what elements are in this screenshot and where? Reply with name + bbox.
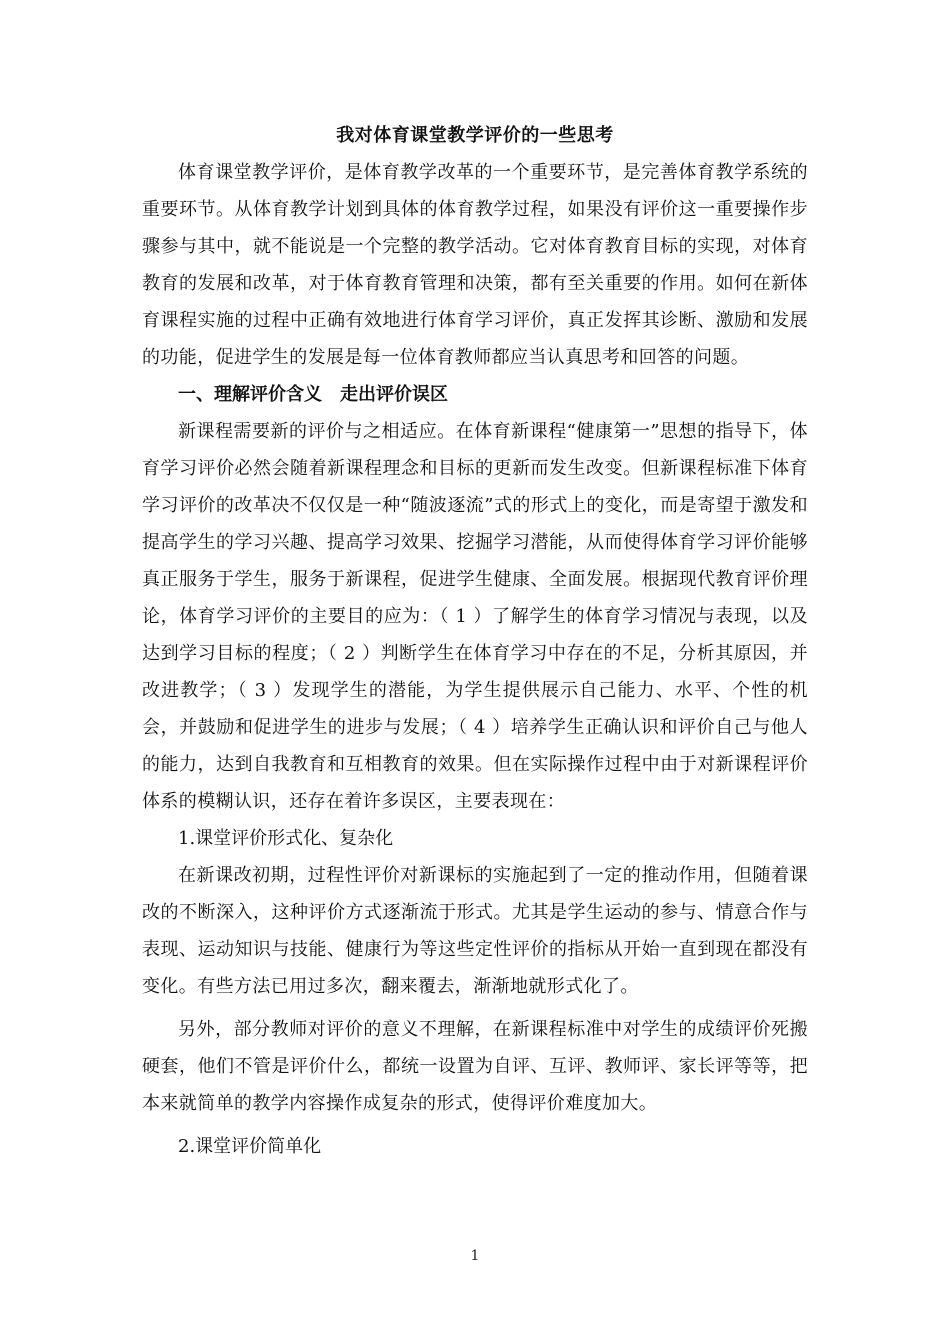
- section-paragraph: 新课程需要新的评价与之相适应。在体育新课程“健康第一”思想的指导下，体育学习评价必然会随着新课程理念和目标的更新而发生改变。但新课程标准下体育学习评价的改革决不仅仅是一种“随波逐流”式的形式上的变化，而是寄望于激发和提高学生的学习兴趣、提高学习效果、挖掘学习潜能，从而使得体育学习评价能够真正服务于学生，服务于新课程，促进学生健康、全面发展。根据现代教育评价理论，体育学习评价的主要目的应为：（ 1 ）了解学生的体育学习情况与表现，以及达到学习目标的程度；（ 2 ）判断学生在体育学习中存在的不足，分析其原因，并改进教学；（ 3 ）发现学生的潜能，为学生提供展示自己能力、水平、个性的机会，并鼓励和促进学生的进步与发展；（ 4 ）培养学生正确认识和评价自己与他人的能力，达到自我教育和互相教育的效果。但在实际操作过程中由于对新课程评价体系的模糊认识，还存在着许多误区，主要表现在：: [142, 421, 808, 812]
- subheading-simplification: 2.课堂评价简单化: [178, 1136, 322, 1157]
- document-body: [142, 122, 808, 1165]
- subheading-formalization: 1.课堂评价形式化、复杂化: [178, 828, 394, 849]
- document-title: 我对体育课堂教学评价的一些思考: [336, 125, 614, 146]
- formalization-paragraph: 在新课改初期，过程性评价对新课标的实施起到了一定的推动作用，但随着课改的不断深入，这种评价方式逐渐流于形式。尤其是学生运动的参与、情意合作与表现、运动知识与技能、健康行为等这些定性评价的指标从开始一直到现在都没有变化。有些方法已用过多次，翻来覆去，渐渐地就形式化了。: [142, 865, 808, 997]
- misuse-paragraph: 另外，部分教师对评价的意义不理解，在新课程标准中对学生的成绩评价死搬硬套，他们不管是评价什么，都统一设置为自评、互评、教师评、家长评等等，把本来就简单的教学内容操作成复杂的形式，使得评价难度加大。: [142, 1019, 808, 1114]
- section-heading: 一、理解评价含义 走出评价误区: [178, 384, 448, 405]
- page-number: 1: [470, 1248, 480, 1264]
- intro-paragraph: 体育课堂教学评价，是体育教学改革的一个重要环节，是完善体育教学系统的重要环节。从体育教学计划到具体的体育教学过程，如果没有评价这一重要操作步骤参与其中，就不能说是一个完整的教学活动。它对体育教育目标的实现，对体育教育的发展和改革，对于体育教育管理和决策，都有至关重要的作用。如何在新体育课程实施的过程中正确有效地进行体育学习评价，真正发挥其诊断、激励和发展的功能，促进学生的发展是每一位体育教师都应当认真思考和回答的问题。: [142, 162, 808, 368]
